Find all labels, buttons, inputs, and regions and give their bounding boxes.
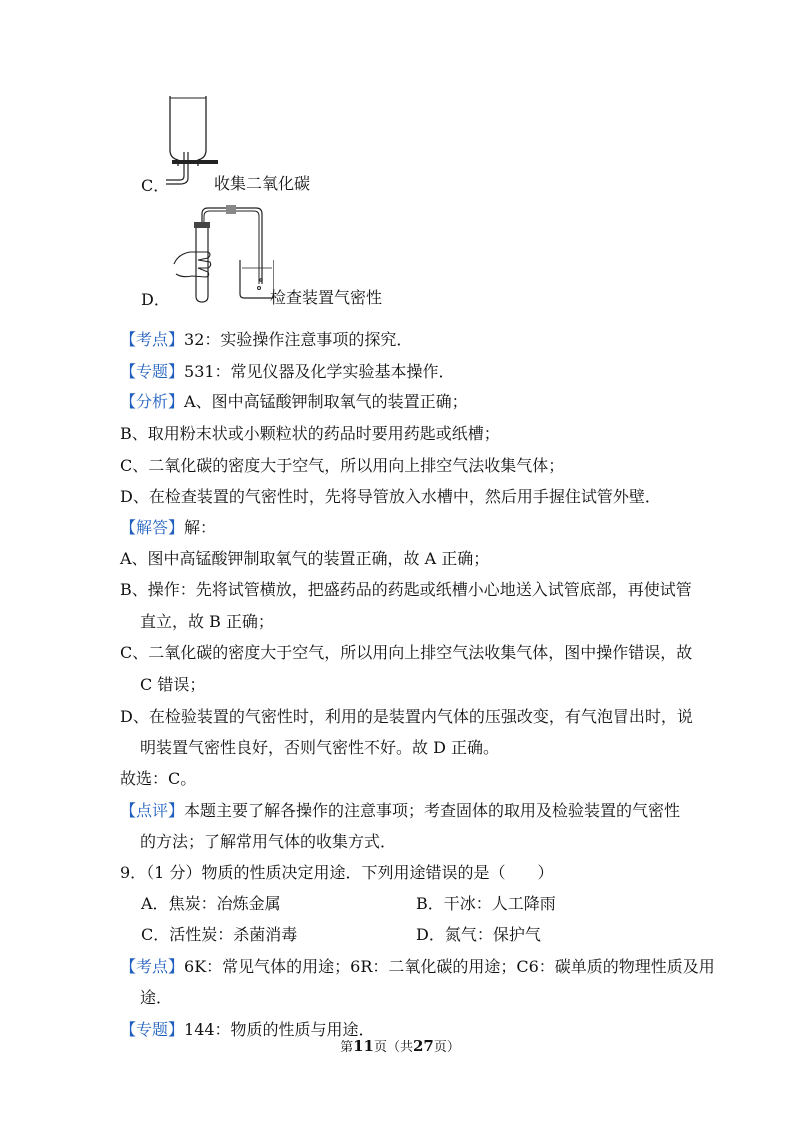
- q9-option-c: [141, 925, 297, 945]
- dianping-line: 的方法；了解常用气体的收集方式．: [140, 832, 397, 851]
- zhuanti-tag: 【专题】: [120, 1020, 185, 1039]
- option-c-text: 收集二氧化碳: [214, 174, 311, 193]
- zhuanti-text: 531：常见仪器及化学实验基本操作．: [184, 362, 455, 381]
- footer-prefix: 第: [340, 1040, 354, 1055]
- q8-dianping: [120, 801, 680, 821]
- option-letter: D．: [416, 925, 445, 944]
- fenxi-line: D、在检查装置的气密性时，先将导管放入水槽中，然后用手握住试管外壁．: [120, 487, 661, 506]
- option-letter: B．: [416, 894, 444, 913]
- q9-option-d: [416, 925, 541, 945]
- kaodian-text: 32：实验操作注意事项的探究．: [184, 330, 413, 349]
- jieda-tag: 【解答】: [120, 518, 185, 537]
- fenxi-line: A、图中高锰酸钾制取氧气的装置正确；: [184, 392, 468, 411]
- total-pages: 27: [413, 1037, 434, 1055]
- fenxi-tag: 【分析】: [120, 392, 185, 411]
- answer-line: 故选：C。: [120, 769, 197, 788]
- option-letter: A．: [141, 894, 169, 913]
- zhuanti-text: 144：物质的性质与用途．: [184, 1020, 375, 1039]
- dianping-line: 本题主要了解各操作的注意事项；考查固体的取用及检验装置的气密性: [184, 801, 681, 820]
- option-text: 活性炭：杀菌消毒: [169, 925, 298, 944]
- q8-zhuanti: [120, 362, 455, 382]
- kaodian-line: 途．: [140, 988, 173, 1007]
- option-d-text: 检查装置气密性: [270, 288, 383, 307]
- option-d-label: [141, 290, 170, 310]
- kaodian-tag: 【考点】: [120, 957, 185, 976]
- q9-option-a: [141, 894, 281, 914]
- option-text: 焦炭：冶炼金属: [168, 894, 281, 913]
- zhuanti-tag: 【专题】: [120, 362, 185, 381]
- fenxi-line: B、取用粉末状或小颗粒状的药品时要用药匙或纸槽；: [120, 424, 500, 443]
- dianping-tag: 【点评】: [120, 801, 185, 820]
- option-c-letter: C．: [141, 176, 170, 195]
- option-letter: C．: [141, 925, 170, 944]
- q9-zhuanti: [120, 1020, 375, 1040]
- option-text: 干冰：人工降雨: [443, 894, 556, 913]
- jieda-line: 明装置气密性良好，否则气密性不好。故 D 正确。: [140, 738, 500, 757]
- q8-jieda: [120, 518, 216, 538]
- footer-suffix: 页）: [433, 1040, 460, 1055]
- q8-kaodian: [120, 330, 412, 350]
- option-text: 氮气：保护气: [444, 925, 541, 944]
- footer-mid: 页（共: [373, 1040, 413, 1055]
- jieda-line: 直立，故 B 正确；: [140, 612, 274, 631]
- jieda-line: B、操作：先将试管横放，把盛药品的药匙或纸槽小心地送入试管底部，再使试管: [120, 580, 692, 599]
- jieda-line: C 错误；: [140, 675, 206, 694]
- jieda-line: A、图中高锰酸钾制取氧气的装置正确，故 A 正确；: [120, 549, 490, 568]
- jieda-intro: 解：: [184, 518, 217, 537]
- kaodian-line: 6K：常见气体的用途；6R：二氧化碳的用途；C6：碳单质的物理性质及用: [184, 957, 715, 976]
- option-c-label: [141, 176, 169, 196]
- q9-option-b: [416, 894, 556, 914]
- jieda-line: D、在检验装置的气密性时，利用的是装置内气体的压强改变，有气泡冒出时，说: [120, 707, 693, 726]
- page-footer: [0, 1038, 800, 1056]
- figure-gas-collection-bottle: [150, 92, 230, 187]
- kaodian-tag: 【考点】: [120, 330, 185, 349]
- figure-airtightness-check: [164, 204, 274, 304]
- jieda-line: C、二氧化碳的密度大于空气，所以用向上排空气法收集气体，图中操作错误，故: [120, 643, 693, 662]
- q9-kaodian: [120, 957, 715, 977]
- q8-fenxi: [120, 392, 468, 412]
- fenxi-line: C、二氧化碳的密度大于空气，所以用向上排空气法收集气体；: [120, 456, 565, 475]
- q9-stem: 9．（1 分）物质的性质决定用途．下列用途错误的是（ ）: [120, 863, 554, 882]
- current-page: 11: [353, 1037, 374, 1055]
- option-d-letter: D．: [141, 290, 170, 309]
